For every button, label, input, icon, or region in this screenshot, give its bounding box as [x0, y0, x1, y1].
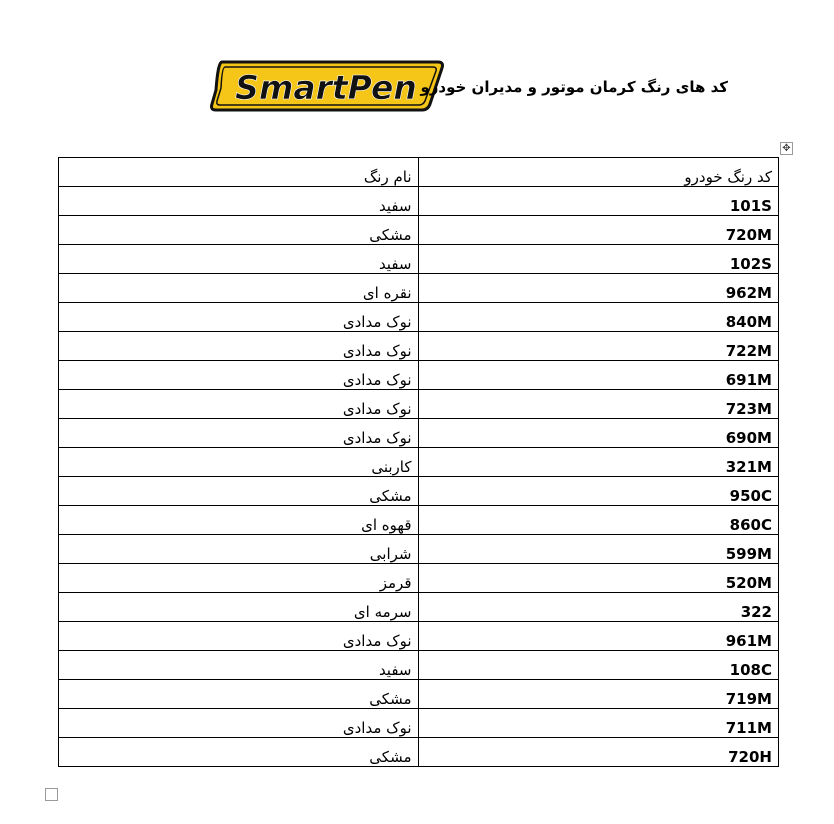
- table-header-row: [59, 158, 779, 187]
- table-move-handle-icon[interactable]: ✥: [780, 142, 793, 155]
- color-name-cell[interactable]: سرمه ای: [59, 593, 419, 622]
- color-name-cell[interactable]: قرمز: [59, 564, 419, 593]
- color-name-cell[interactable]: سفید: [59, 245, 419, 274]
- color-name-cell[interactable]: سفید: [59, 651, 419, 680]
- color-name-cell[interactable]: نوک مدادی: [59, 332, 419, 361]
- table-row: [59, 303, 779, 332]
- table-row: [59, 245, 779, 274]
- color-code-cell[interactable]: 102S: [418, 245, 779, 274]
- color-code-cell[interactable]: 860C: [418, 506, 779, 535]
- table-row: [59, 419, 779, 448]
- table-row: [59, 361, 779, 390]
- color-name-cell[interactable]: قهوه ای: [59, 506, 419, 535]
- smartpen-logo-graphic: [208, 60, 444, 112]
- color-code-cell[interactable]: 711M: [418, 709, 779, 738]
- color-name-cell[interactable]: نوک مدادی: [59, 361, 419, 390]
- table-row: [59, 506, 779, 535]
- logo-text: SmartPen: [235, 68, 417, 107]
- color-codes-table: [58, 157, 779, 767]
- table-row: [59, 390, 779, 419]
- color-code-cell[interactable]: 720H: [418, 738, 779, 767]
- color-code-cell[interactable]: 108C: [418, 651, 779, 680]
- color-name-cell[interactable]: نوک مدادی: [59, 622, 419, 651]
- table-row: [59, 477, 779, 506]
- table-row: [59, 738, 779, 767]
- color-code-cell[interactable]: 722M: [418, 332, 779, 361]
- table-resize-handle-icon[interactable]: [45, 788, 58, 801]
- color-name-cell[interactable]: مشکی: [59, 216, 419, 245]
- color-name-cell[interactable]: نوک مدادی: [59, 390, 419, 419]
- color-code-cell[interactable]: 719M: [418, 680, 779, 709]
- color-code-cell[interactable]: 950C: [418, 477, 779, 506]
- color-code-cell[interactable]: 723M: [418, 390, 779, 419]
- color-code-cell[interactable]: 720M: [418, 216, 779, 245]
- table-row: [59, 709, 779, 738]
- table-row: [59, 448, 779, 477]
- document-title: کد های رنگ کرمان موتور و مدیران خودرو: [420, 78, 728, 96]
- color-code-cell[interactable]: 599M: [418, 535, 779, 564]
- table-row: [59, 274, 779, 303]
- color-name-cell[interactable]: نقره ای: [59, 274, 419, 303]
- color-code-cell[interactable]: 321M: [418, 448, 779, 477]
- color-code-cell[interactable]: 322: [418, 593, 779, 622]
- table-row: [59, 535, 779, 564]
- color-name-cell[interactable]: شرابی: [59, 535, 419, 564]
- color-code-cell[interactable]: 840M: [418, 303, 779, 332]
- color-code-cell[interactable]: 690M: [418, 419, 779, 448]
- color-code-cell[interactable]: 520M: [418, 564, 779, 593]
- color-code-cell[interactable]: 962M: [418, 274, 779, 303]
- table-row: [59, 332, 779, 361]
- smartpen-logo: [208, 60, 444, 112]
- color-name-cell[interactable]: کاربنی: [59, 448, 419, 477]
- table-row: [59, 216, 779, 245]
- color-name-cell[interactable]: نوک مدادی: [59, 709, 419, 738]
- table-row: [59, 187, 779, 216]
- color-name-cell[interactable]: مشکی: [59, 680, 419, 709]
- document-header: [0, 0, 834, 130]
- color-name-cell[interactable]: مشکی: [59, 738, 419, 767]
- color-name-cell[interactable]: نوک مدادی: [59, 303, 419, 332]
- color-name-cell[interactable]: نوک مدادی: [59, 419, 419, 448]
- table-row: [59, 651, 779, 680]
- table-row: [59, 564, 779, 593]
- color-code-cell[interactable]: 691M: [418, 361, 779, 390]
- color-code-cell[interactable]: 101S: [418, 187, 779, 216]
- color-name-cell[interactable]: سفید: [59, 187, 419, 216]
- column-header-code: کد رنگ خودرو: [418, 158, 779, 187]
- color-code-cell[interactable]: 961M: [418, 622, 779, 651]
- table-row: [59, 680, 779, 709]
- table-row: [59, 622, 779, 651]
- column-header-name: نام رنگ: [59, 158, 419, 187]
- color-name-cell[interactable]: مشکی: [59, 477, 419, 506]
- table-row: [59, 593, 779, 622]
